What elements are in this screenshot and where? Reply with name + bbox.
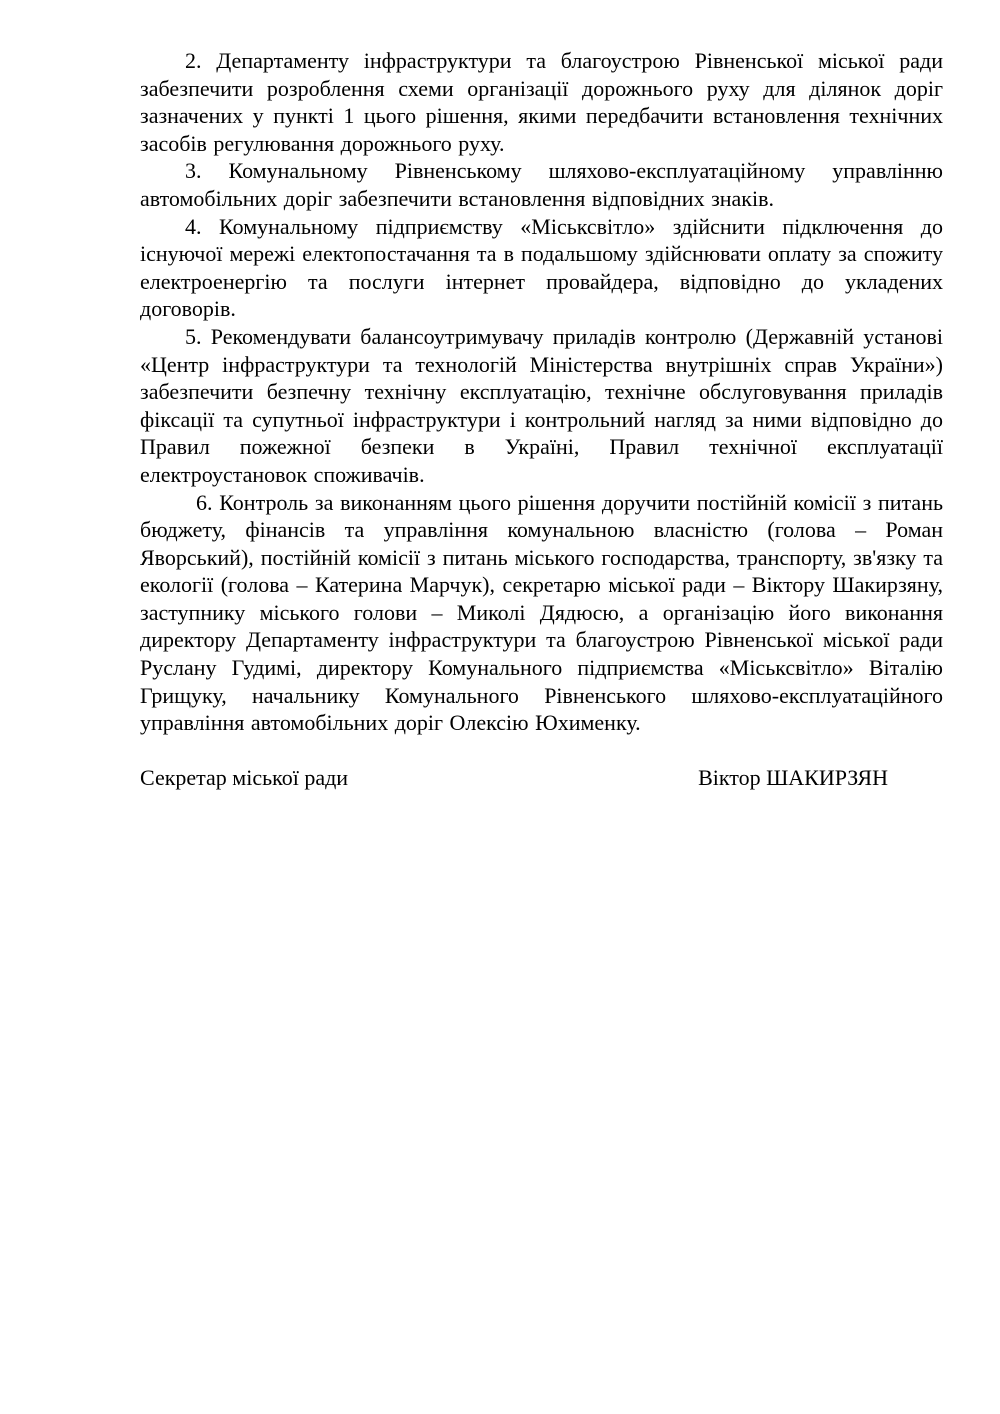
signature-row (140, 764, 943, 792)
paragraph-item-4: 4. Комунальному підприємству «Міськсвітло» здійснити підключення до існуючої мережі електопостачання та в подальшому здійснювати оплату за спожиту електроенергію та послуги інтернет провайдера, відповідно до укладених договорів. (140, 213, 943, 322)
signature-name: Віктор ШАКИРЗЯН (698, 764, 888, 790)
paragraph-item-5: 5. Рекомендувати балансоутримувачу приладів контролю (Державній установі «Центр інфраструктури та технологій Міністерства внутрішніх справ України») забезпечити безпечну технічну експлуатацію, технічне обслуговування приладів фіксації та супутньої інфраструктури і контрольний нагляд за ними відповідно до Правил пожежної безпеки в Україні, Правил технічної експлуатації електроустановок споживачів. (140, 323, 943, 487)
paragraph-item-6: 6. Контроль за виконанням цього рішення доручити постійній комісії з питань бюджету, фінансів та управління комунальною власністю (голова – Роман Яворський), постійній комісії з питань міського господарства, транспорту, зв'язку та екології (голова – Катерина Марчук), секретарю міської ради – Віктору Шакирзяну, заступнику міського голови – Миколі Дядюсю, а організацію його виконання директору Департаменту інфраструктури та благоустрою Рівненської міської ради Руслану Гудимі, директору Комунального підприємства «Міськсвітло» Віталію Грищуку, начальнику Комунального Рівненського шляхово-експлуатаційного управління автомобільних доріг Олексію Юхименку. (140, 489, 943, 736)
paragraph-item-3: 3. Комунальному Рівненському шляхово-експлуатаційному управлінню автомобільних доріг забезпечити встановлення відповідних знаків. (140, 158, 943, 211)
signature-title: Секретар міської ради (140, 764, 349, 790)
paragraph-item-2: 2. Департаменту інфраструктури та благоустрою Рівненської міської ради забезпечити розроблення схеми організації дорожнього руху для ділянок доріг зазначених у пункті 1 цього рішення, якими передбачити встановлення технічних засобів регулювання дорожнього руху. (140, 48, 943, 156)
